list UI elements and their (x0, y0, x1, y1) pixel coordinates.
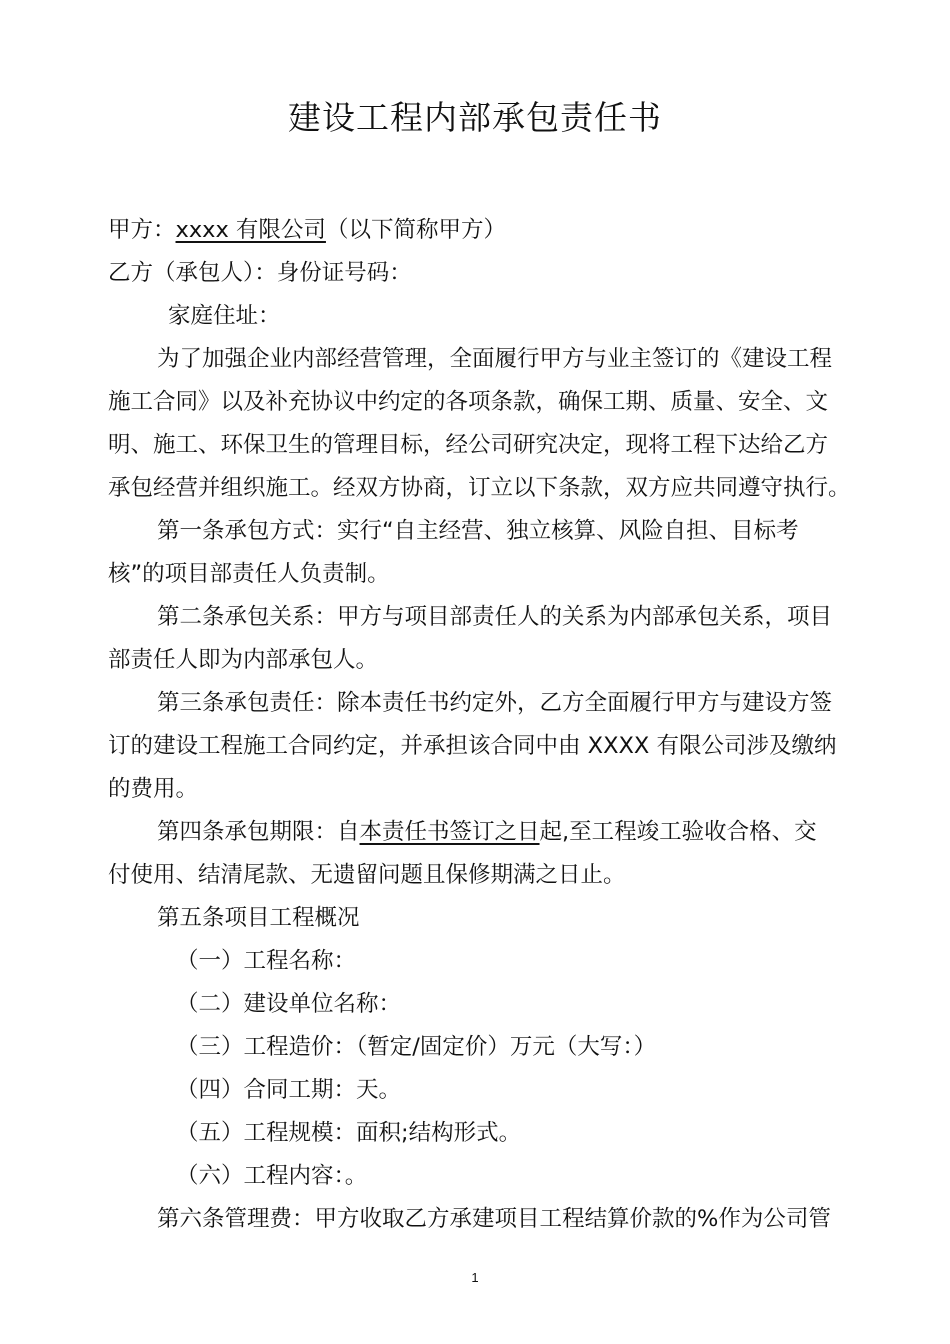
page-number: 1 (471, 1270, 479, 1285)
article-5-item: （一）工程名称： (176, 948, 357, 974)
article-3-line: 订的建设工程施工合同约定，并承担该合同中由 XXXX 有限公司涉及缴纳 (108, 733, 837, 759)
article-4-line-2: 付使用、结清尾款、无遗留问题且保修期满之日止。 (108, 862, 626, 888)
intro-line: 明、施工、环保卫生的管理目标，经公司研究决定，现将工程下达给乙方 (108, 432, 829, 458)
article-5-item: （六）工程内容：。 (176, 1163, 368, 1189)
article-5-item: （五）工程规模：面积;结构形式。 (176, 1120, 522, 1146)
article-3-line: 第三条承包责任：除本责任书约定外，乙方全面履行甲方与建设方签 (157, 690, 833, 716)
article-1-line: 第一条承包方式：实行“自主经营、独立核算、风险自担、目标考 (157, 518, 799, 544)
address-line: 家庭住址： (168, 303, 281, 329)
article-3-line: 的费用。 (108, 776, 199, 802)
intro-line: 承包经营并组织施工。经双方协商，订立以下条款，双方应共同遵守执行。 (108, 475, 851, 501)
article-5-heading: 第五条项目工程概况 (157, 905, 360, 931)
article-1-line: 核”的项目部责任人负责制。 (108, 561, 390, 587)
intro-line: 为了加强企业内部经营管理，全面履行甲方与业主签订的《建设工程 (157, 346, 833, 372)
party-a-label: 甲方： (108, 217, 176, 243)
article-5-item: （三）工程造价：（暂定/固定价）万元（大写：） (176, 1034, 657, 1060)
article-4-prefix: 第四条承包期限：自 (157, 819, 360, 845)
article-2-line: 第二条承包关系：甲方与项目部责任人的关系为内部承包关系，项目 (157, 604, 833, 630)
party-b-line: 乙方（承包人）：身份证号码： (108, 260, 412, 286)
party-a-line (108, 215, 868, 245)
article-4-line (157, 817, 917, 847)
article-4-underlined: 本责任书签订之日 (359, 819, 540, 845)
article-5-item: （二）建设单位名称： (176, 991, 402, 1017)
article-6-line: 第六条管理费：甲方收取乙方承建项目工程结算价款的%作为公司管 (157, 1206, 831, 1232)
document-title: 建设工程内部承包责任书 (288, 98, 662, 137)
intro-line: 施工合同》以及补充协议中约定的各项条款，确保工期、质量、安全、文 (108, 389, 829, 415)
party-a-name: xxxx 有限公司 (175, 217, 326, 243)
article-4-rest: 起,至工程竣工验收合格、交 (539, 819, 817, 845)
party-a-suffix: （以下简称甲方） (325, 217, 506, 243)
article-2-line: 部责任人即为内部承包人。 (108, 647, 379, 673)
article-5-item: （四）合同工期：天。 (176, 1077, 402, 1103)
